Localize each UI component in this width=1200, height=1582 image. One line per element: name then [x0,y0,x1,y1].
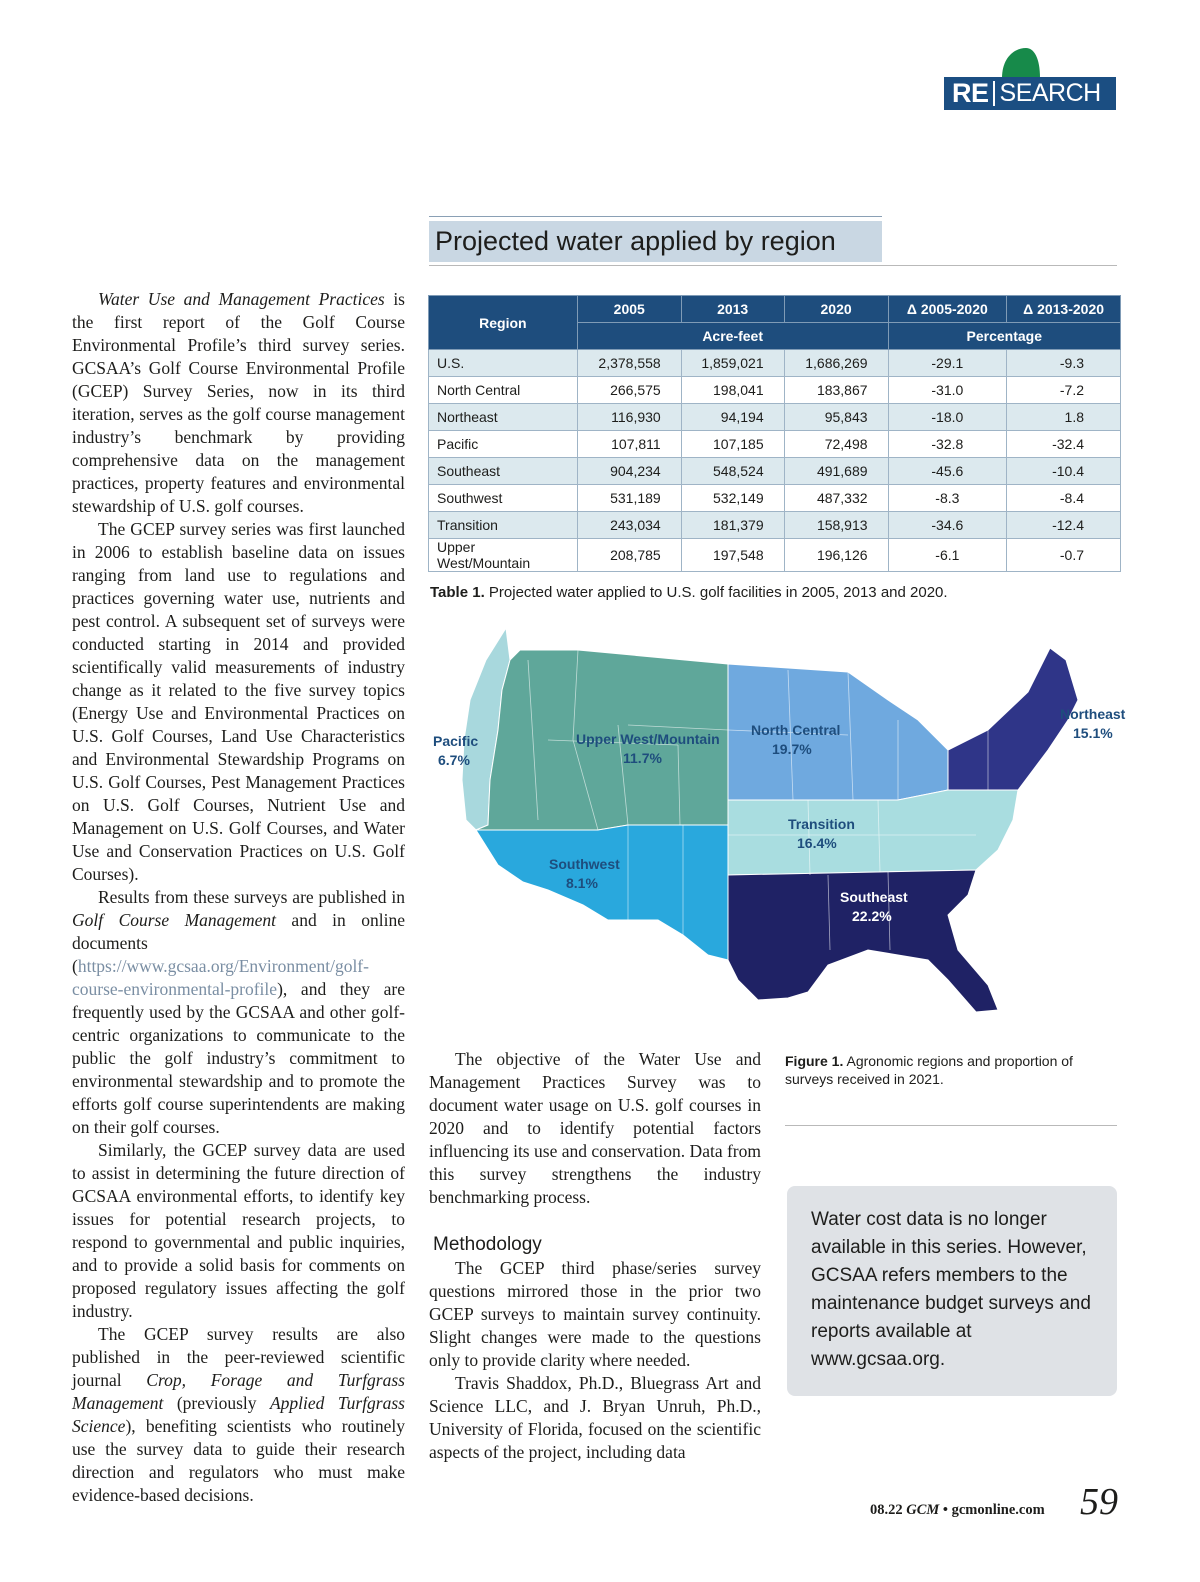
journal-title: Applied Turfgrass Science [72,1393,405,1436]
callout-box: Water cost data is no longer available in this series. However, GCSAA refers members to the maintenance budget surveys and reports available at www.gcsaa.org. [787,1186,1117,1396]
body-column-left [72,288,405,1507]
cell-acre-feet: 491,689 [784,458,888,485]
header-percentage: Percentage [888,323,1120,350]
cell-region: Upper West/Mountain [429,539,578,572]
paragraph-text: (previously [163,1393,270,1413]
table-caption-label: Table 1. [430,584,485,601]
paragraph: Travis Shaddox, Ph.D., Bluegrass Art and Science LLC, and J. Bryan Unruh, Ph.D., University of Florida, focused on the scientific aspects of the project, including data [429,1373,761,1462]
paragraph-text: ), and they are frequently used by the GCSAA and other golf-centric organizations to communicate to the public the golf industry’s commitment to environmental stewardship and to promote the efforts golf course superintendents are making on their golf courses. [72,979,405,1137]
cell-acre-feet: 1,686,269 [784,350,888,377]
water-table [428,295,1121,572]
region-label-pacific: Pacific [433,733,479,749]
tag-re: RE [952,78,989,108]
paragraph: Similarly, the GCEP survey data are used to assist in determining the future direction of GCSAA environmental efforts, to identify key issues for potential research projects, to respond to governmental and public inquiries, and to provide a solid basis for comments on proposed regulatory issues affecting the golf industry. [72,1140,405,1321]
cell-percentage: -29.1 [888,350,1007,377]
cell-percentage: 1.8 [1007,404,1121,431]
journal-title: Crop, Forage and Turfgrass Management [72,1370,405,1413]
footer-bullet: • [942,1502,948,1518]
cell-percentage: -34.6 [888,512,1007,539]
footer-date: 08.22 [870,1502,903,1518]
table-row [429,377,1121,404]
body-column-middle [429,1048,761,1464]
research-section-tag [944,46,1116,110]
cell-acre-feet: 266,575 [577,377,681,404]
cell-percentage: -8.4 [1007,485,1121,512]
publication-title: Golf Course Management [72,910,276,930]
paragraph [72,1323,405,1507]
cell-acre-feet: 183,867 [784,377,888,404]
publication-title: Water Use and Management Practices [98,289,385,309]
cell-percentage: -7.2 [1007,377,1121,404]
cell-acre-feet: 904,234 [577,458,681,485]
figure-caption [785,1052,1117,1088]
paragraph-text: The GCEP survey results are also published in the peer-reviewed scientific journal [72,1324,405,1390]
footer-magazine: GCM [906,1502,940,1518]
header-delta: Δ 2013-2020 [1007,296,1121,323]
cell-region: Southeast [429,458,578,485]
cell-percentage: -6.1 [888,539,1007,572]
cell-acre-feet: 208,785 [577,539,681,572]
cell-acre-feet: 487,332 [784,485,888,512]
figure-rule [785,1125,1117,1126]
cell-acre-feet: 94,194 [681,404,784,431]
cell-percentage: -9.3 [1007,350,1121,377]
cell-acre-feet: 1,859,021 [681,350,784,377]
region-label-transition: Transition [788,816,855,832]
footer-text [870,1502,1045,1519]
cell-percentage: -32.4 [1007,431,1121,458]
region-pct-north-central: 19.7% [772,741,812,757]
footer-site[interactable]: gcmonline.com [951,1502,1045,1518]
header-year: 2020 [784,296,888,323]
tag-divider [993,81,995,106]
paragraph: The objective of the Water Use and Management Practices Survey was to document water usage on U.S. golf courses in 2020 and to identify potential factors influencing its use and conservation. Data from this survey strengthens the industry benchmarking process. [429,1049,761,1207]
table-row [429,350,1121,377]
region-pct-pacific: 6.7% [438,752,470,768]
header-year: 2013 [681,296,784,323]
region-pct-transition: 16.4% [797,835,837,851]
cell-region: North Central [429,377,578,404]
region-label-north-central: North Central [751,722,841,738]
cell-percentage: -8.3 [888,485,1007,512]
paragraph-text: ), benefiting scientists who routinely use the survey data to guide their research direction and regulators who must make evidence-based decisions. [72,1416,405,1505]
cell-acre-feet: 158,913 [784,512,888,539]
cell-region: Southwest [429,485,578,512]
cell-acre-feet: 531,189 [577,485,681,512]
cell-acre-feet: 198,041 [681,377,784,404]
region-pct-upper-west: 11.7% [623,750,662,766]
region-pct-southeast: 22.2% [852,908,892,924]
section-rule [429,265,1117,266]
region-label-northeast: Northeast [1060,706,1126,722]
region-label-southwest: Southwest [549,856,620,872]
cell-acre-feet: 532,149 [681,485,784,512]
cell-acre-feet: 197,548 [681,539,784,572]
table-row [429,512,1121,539]
tag-search: SEARCH [999,79,1101,107]
region-label-southeast: Southeast [840,889,908,905]
cell-percentage: -18.0 [888,404,1007,431]
cell-percentage: -32.8 [888,431,1007,458]
cell-acre-feet: 196,126 [784,539,888,572]
cell-percentage: -45.6 [888,458,1007,485]
cell-acre-feet: 181,379 [681,512,784,539]
paragraph: The GCEP survey series was first launched in 2006 to establish baseline data on issues ranging from land use to regulations and practices governing water use, nutrients and pest control. A subsequent set of surveys were conducted starting in 2014 and provided scientifically valid measurements of industry change as it related to the five survey topics (Energy Use and Environmental Practices on U.S. Golf Courses, Land Use Characteristics and Environmental Stewardship Programs on U.S. Golf Courses, Pest Management Practices on U.S. Golf Courses, Nutrient Use and Management on U.S. Golf Courses, and Water Use and Conservation Practices on U.S. Golf Courses). [72,519,405,884]
table-row [429,539,1121,572]
region-northeast-shape [948,648,1078,790]
cell-acre-feet: 116,930 [577,404,681,431]
paragraph-text: Results from these surveys are published in [98,887,405,907]
header-region: Region [429,296,578,350]
figure-caption-text: Agronomic regions and proportion of surveys received in 2021. [785,1053,1073,1087]
table-row [429,404,1121,431]
section-title: Projected water applied by region [429,221,882,262]
cell-acre-feet: 107,185 [681,431,784,458]
paragraph [72,288,405,518]
cell-region: Transition [429,512,578,539]
table-row [429,458,1121,485]
region-label-upper-west: Upper West/Mountain [576,731,720,747]
cell-percentage: -31.0 [888,377,1007,404]
region-pct-northeast: 15.1% [1073,725,1113,741]
header-year: 2005 [577,296,681,323]
cell-acre-feet: 95,843 [784,404,888,431]
cell-acre-feet: 548,524 [681,458,784,485]
section-rule-top [429,216,882,217]
paragraph-text: and in online documents ( [72,910,405,976]
leaf-icon [1000,46,1040,78]
header-acre-feet: Acre-feet [577,323,888,350]
region-transition-shape [728,790,1018,875]
table-row [429,485,1121,512]
table-row [429,431,1121,458]
cell-acre-feet: 107,811 [577,431,681,458]
paragraph-text: is the first report of the Golf Course Environmental Profile’s third survey series. GCSAA’s Golf Course Environmental Profile (GCEP) Survey Series, now in its third iteration, serves as the golf course management industry’s benchmark by providing comprehensive data on the management practices, property features and environmental stewardship of U.S. golf courses. [72,289,405,516]
cell-acre-feet: 243,034 [577,512,681,539]
page-footer [870,1480,1120,1523]
table-caption-text: Projected water applied to U.S. golf facilities in 2005, 2013 and 2020. [484,584,948,601]
cell-region: Northeast [429,404,578,431]
page-number: 59 [1080,1481,1118,1523]
region-southwest-shape [476,825,728,960]
methodology-heading: Methodology [433,1234,542,1255]
header-delta: Δ 2005-2020 [888,296,1007,323]
cell-percentage: -12.4 [1007,512,1121,539]
table-caption [430,584,1130,601]
cell-acre-feet: 72,498 [784,431,888,458]
cell-acre-feet: 2,378,558 [577,350,681,377]
region-pct-southwest: 8.1% [566,875,598,891]
gcep-link[interactable]: https://www.gcsaa.org/Environment/golf-course-environmental-profile [72,956,369,999]
figure-caption-label: Figure 1. [785,1053,844,1069]
cell-percentage: -0.7 [1007,539,1121,572]
paragraph: The GCEP third phase/series survey questions mirrored those in the prior two GCEP surveys to maintain survey continuity. Slight changes were made to the questions only to provide clarity where needed. [429,1258,761,1370]
cell-region: U.S. [429,350,578,377]
us-regions-map [428,620,1128,1020]
paragraph [72,886,405,1139]
cell-region: Pacific [429,431,578,458]
table-body [429,350,1121,572]
cell-percentage: -10.4 [1007,458,1121,485]
